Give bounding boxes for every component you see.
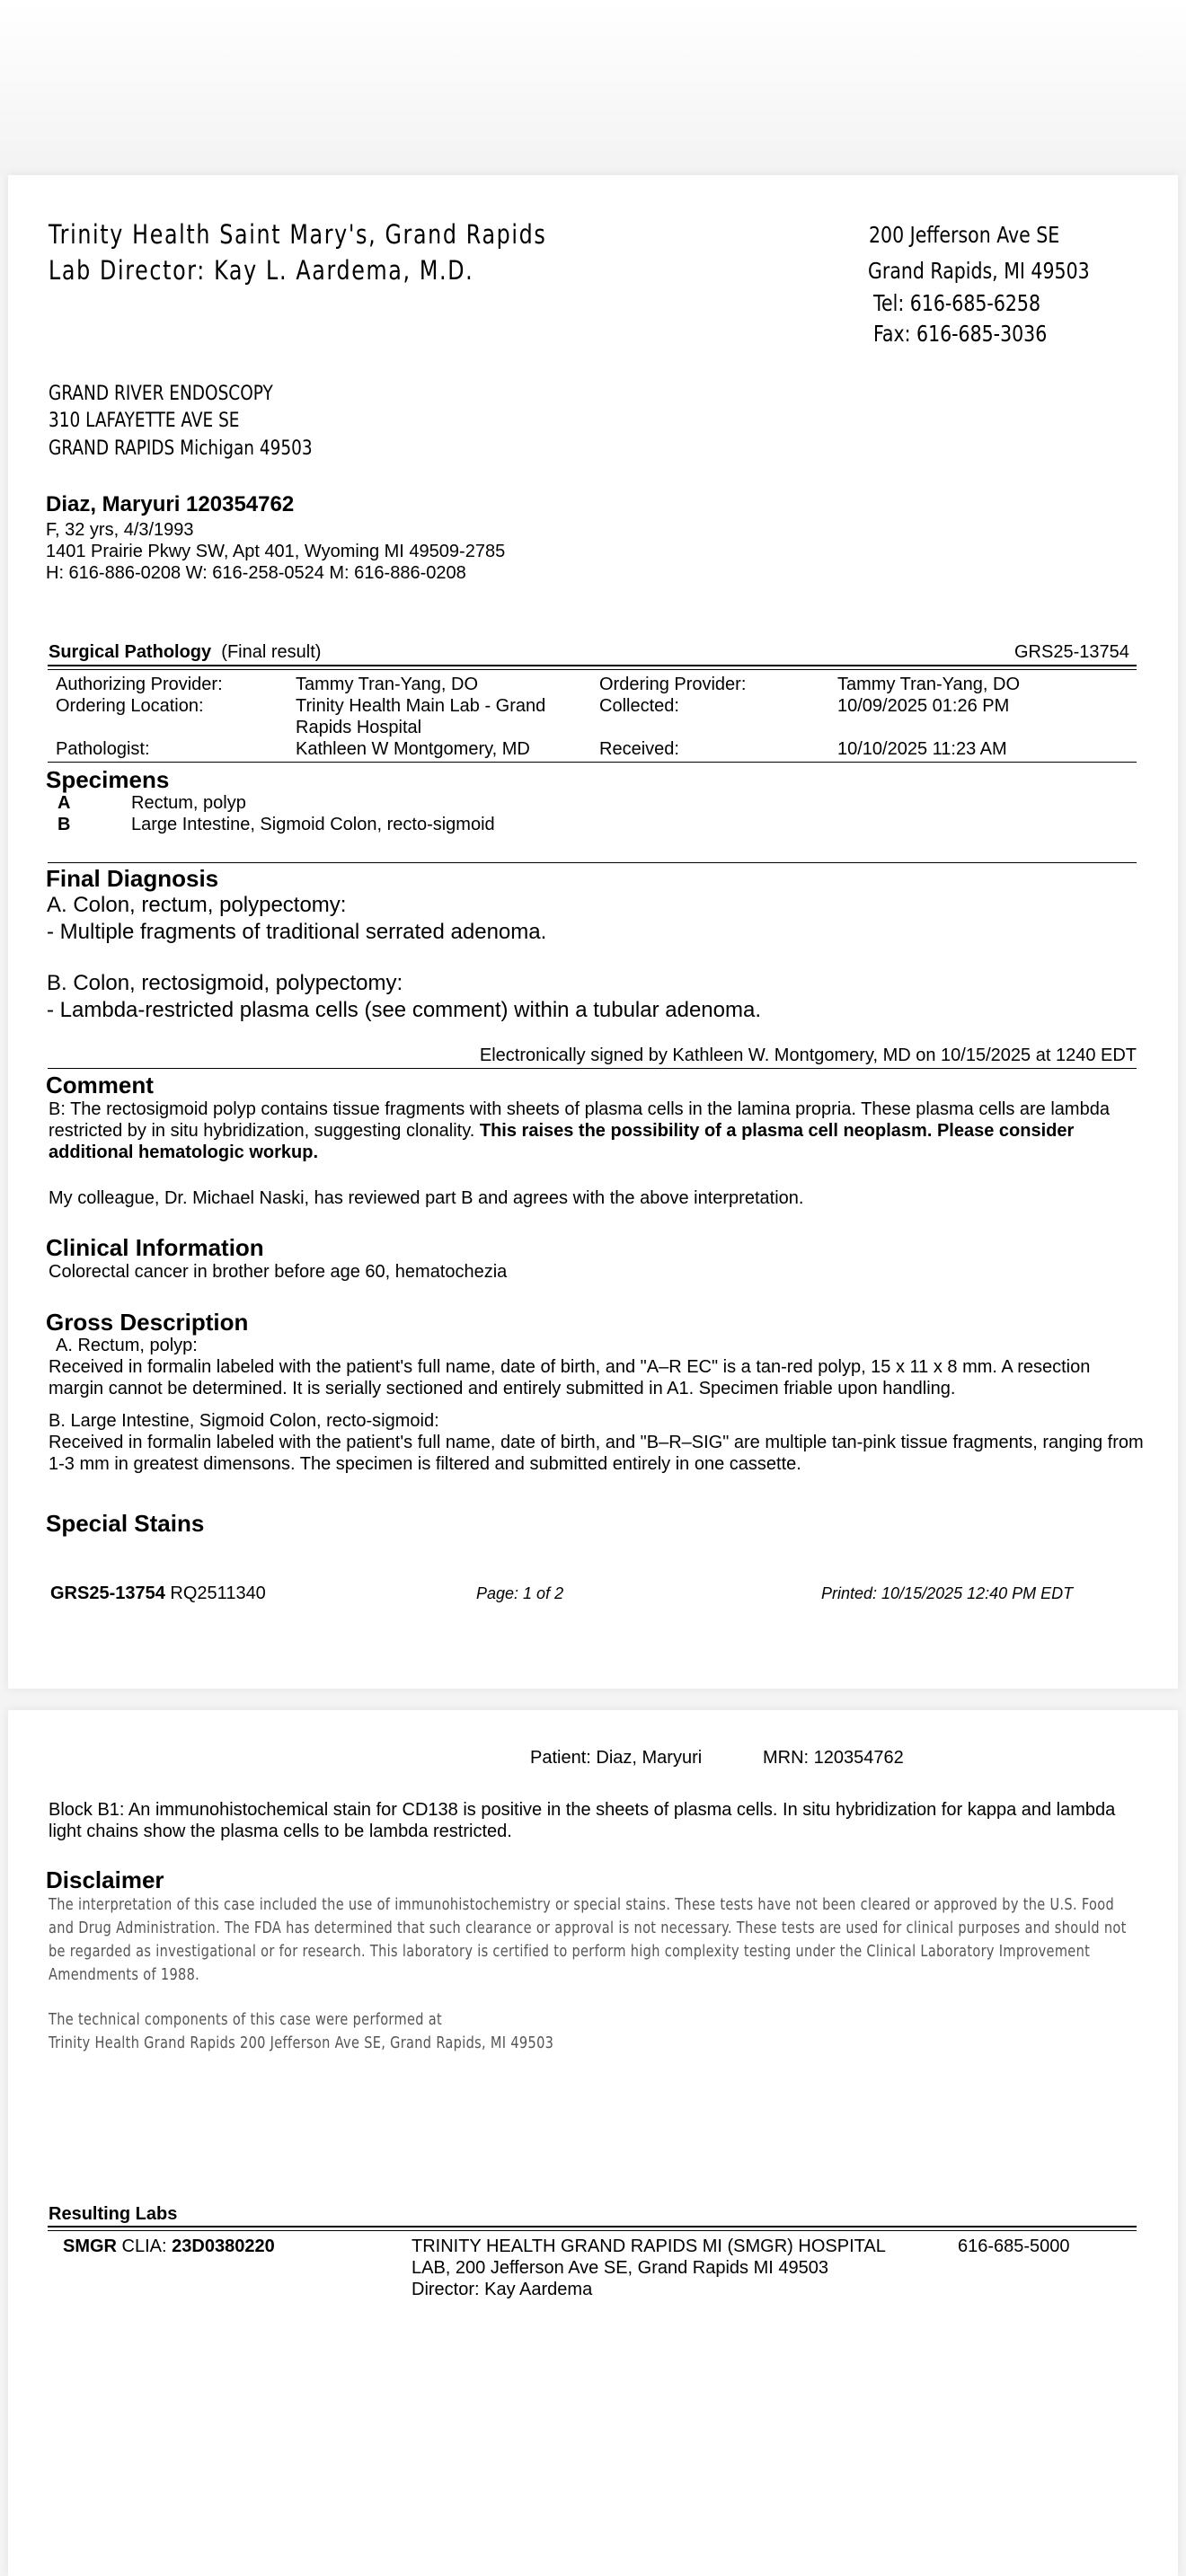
authorizing-provider-label: Authorizing Provider: xyxy=(56,675,223,694)
footer-requisition: RQ2511340 xyxy=(164,1584,266,1603)
ordering-location-line2: Rapids Hospital xyxy=(296,718,422,737)
gross-a-text: Received in formalin labeled with the patient's full name, date of birth, and "A–R EC" is a tan-red polyp, 15 x 11 x 8 mm. A resection margin cannot be determined. It is serially sectioned and entirely submitted in A1. Specimen friable upon handling. xyxy=(49,1357,1091,1398)
technical-components-line1: The technical components of this case were performed at xyxy=(49,2011,442,2029)
comment-review: My colleague, Dr. Michael Naski, has reviewed part B and agrees with the above interpretation. xyxy=(49,1188,804,1208)
pathologist: Kathleen W Montgomery, MD xyxy=(296,739,530,759)
footer-case-number: GRS25-13754 xyxy=(50,1584,165,1603)
clinic-city: GRAND RAPIDS Michigan 49503 xyxy=(49,437,313,460)
special-stains-heading: Special Stains xyxy=(46,1510,205,1537)
report-page-2 xyxy=(8,1710,1178,2576)
lab-clia xyxy=(63,2236,275,2257)
authorizing-provider: Tammy Tran-Yang, DO xyxy=(296,675,479,694)
clia-number: 23D0380220 xyxy=(172,2236,275,2256)
lab-phone: 616-685-5000 xyxy=(958,2236,1070,2256)
page2-patient: Patient: Diaz, Maryuri xyxy=(530,1748,703,1768)
specimens-heading: Specimens xyxy=(46,766,170,793)
divider xyxy=(48,669,1137,670)
clinical-info-text: Colorectal cancer in brother before age 60, hematochezia xyxy=(49,1262,508,1282)
ordering-provider: Tammy Tran-Yang, DO xyxy=(837,675,1021,694)
gross-description-heading: Gross Description xyxy=(46,1309,249,1336)
gross-a-title: A. Rectum, polyp: xyxy=(56,1336,198,1355)
page2-mrn: MRN: 120354762 xyxy=(763,1748,904,1768)
diagnosis-b-text: - Lambda-restricted plasma cells (see comment) within a tubular adenoma. xyxy=(47,998,762,1022)
hospital-tel: Tel: 616-685-6258 xyxy=(873,290,1040,316)
divider xyxy=(48,2226,1137,2228)
report-title: Surgical Pathology xyxy=(49,642,212,662)
lab-name-line1: TRINITY HEALTH GRAND RAPIDS MI (SMGR) HOSPITAL xyxy=(412,2236,886,2256)
resulting-labs-heading: Resulting Labs xyxy=(49,2204,178,2224)
ordering-location-line1: Trinity Health Main Lab - Grand xyxy=(296,696,546,716)
specimen-letter: B xyxy=(58,815,71,834)
collected-datetime: 10/09/2025 01:26 PM xyxy=(837,696,1010,716)
lab-director: Lab Director: Kay L. Aardema, M.D. xyxy=(49,255,474,286)
comment-body: B: The rectosigmoid polyp contains tissue fragments with sheets of plasma cells in the lamina propria. These plasma cells are lambda restricted by in situ hybridization, suggesting clonality. xyxy=(49,1099,1110,1141)
patient-phones: H: 616-886-0208 W: 616-258-0524 M: 616-886-0208 xyxy=(46,563,466,583)
divider xyxy=(48,762,1137,763)
diagnosis-b-title: B. Colon, rectosigmoid, polypectomy: xyxy=(47,971,403,995)
ordering-provider-label: Ordering Provider: xyxy=(599,675,747,694)
patient-address: 1401 Prairie Pkwy SW, Apt 401, Wyoming MI 49509-2785 xyxy=(46,542,506,561)
received-datetime: 10/10/2025 11:23 AM xyxy=(837,739,1007,759)
specimen-letter: A xyxy=(58,793,71,813)
diagnosis-a-title: A. Colon, rectum, polypectomy: xyxy=(47,893,347,917)
report-page-1 xyxy=(8,175,1178,1689)
divider xyxy=(48,665,1137,666)
gross-b-title: B. Large Intestine, Sigmoid Colon, recto-sigmoid: xyxy=(49,1411,439,1431)
divider xyxy=(48,862,1137,863)
hospital-address-line2: Grand Rapids, MI 49503 xyxy=(868,258,1090,284)
lab-code: SMGR xyxy=(63,2236,117,2256)
lab-director-line: Director: Kay Aardema xyxy=(412,2280,593,2299)
comment-emphasis: This raises the possibility of a plasma cell neoplasm. Please consider additional hematologic workup. xyxy=(49,1121,1075,1162)
disclaimer-heading: Disclaimer xyxy=(46,1866,164,1893)
final-diagnosis-heading: Final Diagnosis xyxy=(46,865,219,892)
clinic-name: GRAND RIVER ENDOSCOPY xyxy=(49,383,273,405)
ordering-location-label: Ordering Location: xyxy=(56,696,204,716)
case-number: GRS25-13754 xyxy=(1014,642,1129,662)
special-stains-block-text: Block B1: An immunohistochemical stain for CD138 is positive in the sheets of plasma cells. In situ hybridization for kappa and lambda light chains show the plasma cells to be lambda restricted. xyxy=(49,1800,1116,1841)
comment-text xyxy=(49,1098,1149,1163)
collected-label: Collected: xyxy=(599,696,679,716)
technical-components-line2: Trinity Health Grand Rapids 200 Jefferson Ave SE, Grand Rapids, MI 49503 xyxy=(49,2034,554,2052)
patient-name-id: Diaz, Maryuri 120354762 xyxy=(46,492,295,516)
clia-label: CLIA: xyxy=(117,2236,173,2256)
divider xyxy=(48,2230,1137,2231)
divider xyxy=(48,1068,1137,1069)
hospital-address-line1: 200 Jefferson Ave SE xyxy=(869,222,1060,248)
comment-heading: Comment xyxy=(46,1072,154,1098)
diagnosis-a-text: - Multiple fragments of traditional serrated adenoma. xyxy=(47,920,547,944)
received-label: Received: xyxy=(599,739,679,759)
report-status: (Final result) xyxy=(221,642,322,662)
lab-name-line2: LAB, 200 Jefferson Ave SE, Grand Rapids MI 49503 xyxy=(412,2258,828,2278)
electronic-signature: Electronically signed by Kathleen W. Montgomery, MD on 10/15/2025 at 1240 EDT xyxy=(479,1045,1137,1065)
specimen-description: Rectum, polyp xyxy=(131,793,246,813)
clinical-info-heading: Clinical Information xyxy=(46,1234,264,1261)
report-title-line xyxy=(49,642,321,663)
clinic-street: 310 LAFAYETTE AVE SE xyxy=(49,410,240,432)
printed-timestamp: Printed: 10/15/2025 12:40 PM EDT xyxy=(821,1584,1074,1602)
gross-b-text: Received in formalin labeled with the patient's full name, date of birth, and "B–R–SIG" are multiple tan-pink tissue fragments, ranging from 1-3 mm in greatest dimensons. The specimen is filtered and submitted entirely in one cassette. xyxy=(49,1433,1144,1474)
page-number: Page: 1 of 2 xyxy=(476,1584,564,1602)
top-fade xyxy=(0,0,1186,175)
specimen-description: Large Intestine, Sigmoid Colon, recto-sigmoid xyxy=(131,815,495,834)
hospital-name: Trinity Health Saint Mary's, Grand Rapids xyxy=(49,219,547,250)
pathologist-label: Pathologist: xyxy=(56,739,150,759)
patient-demographics: F, 32 yrs, 4/3/1993 xyxy=(46,520,194,540)
disclaimer-text: The interpretation of this case included the use of immunohistochemistry or special stains. These tests have not been cleared or approved by the U.S. Food and Drug Administration. The FDA has determined that such clearance or approval is not necessary. These tests are used for clinical purposes and should not be regarded as investigational or for research. This laboratory is certified to perform high complexity testing under the Clinical Laboratory Improvement Amendments of 1988. xyxy=(49,1896,1127,1984)
page-footer-case xyxy=(50,1584,266,1604)
hospital-fax: Fax: 616-685-3036 xyxy=(873,321,1048,347)
